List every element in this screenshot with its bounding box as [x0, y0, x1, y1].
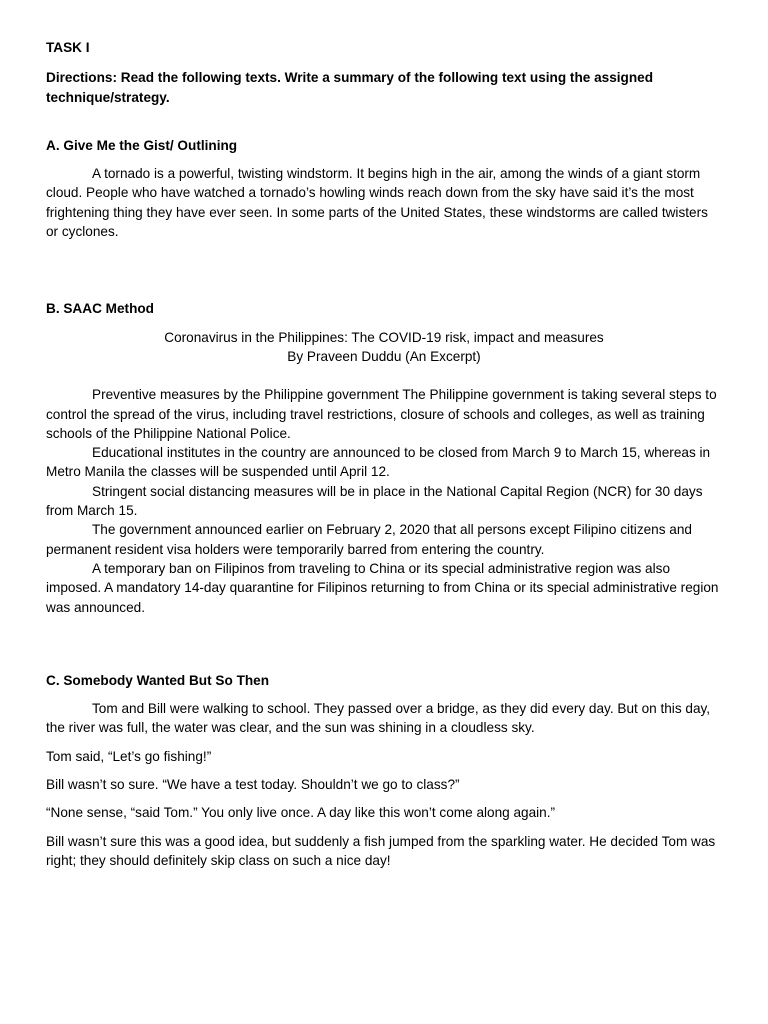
- article-byline: By Praveen Duddu (An Excerpt): [287, 348, 481, 364]
- article-paragraph: A temporary ban on Filipinos from traveling to China or its special administrative region was also imposed. A mandatory 14-day quarantine for Filipinos returning to from China or its special administrative region was announced.: [46, 560, 719, 615]
- article-body: [46, 385, 722, 617]
- section-b-heading: B. SAAC Method: [46, 301, 154, 317]
- article-header: [46, 328, 722, 367]
- article-paragraph: Preventive measures by the Philippine government The Philippine government is taking several steps to control the spread of the virus, including travel restrictions, closure of schools and colleges, as well as training schools of the Philippine National Police.: [46, 387, 717, 441]
- section-a-heading: A. Give Me the Gist/ Outlining: [46, 137, 238, 153]
- task-label: TASK I: [46, 40, 90, 55]
- story-paragraph: Bill wasn’t sure this was a good idea, but suddenly a fish jumped from the sparkling water. He decided Tom was right; they should definitely skip class on such a nice day!: [46, 833, 716, 868]
- story-paragraph: Bill wasn’t so sure. “We have a test today. Shouldn’t we go to class?”: [46, 777, 460, 793]
- article-paragraph: Educational institutes in the country are announced to be closed from March 9 to March 15, whereas in Metro Manila the classes will be suspended until April 12.: [46, 445, 711, 480]
- story-paragraph: Tom said, “Let’s go fishing!”: [46, 748, 212, 764]
- article-title: Coronavirus in the Philippines: The COVID-19 risk, impact and measures: [164, 329, 604, 345]
- section-a-paragraph: A tornado is a powerful, twisting windstorm. It begins high in the air, among the winds of a giant storm cloud. People who have watched a tornado’s howling winds reach down from the sky have said it’s the most frightening thing they have ever seen. In some parts of the United States, these windstorms are called twisters or cyclones.: [46, 166, 708, 240]
- task-directions: Directions: Read the following texts. Write a summary of the following text using the assigned technique/strategy.: [46, 70, 654, 105]
- article-paragraph: The government announced earlier on February 2, 2020 that all persons except Filipino citizens and permanent resident visa holders were temporarily barred from entering the country.: [46, 522, 692, 557]
- document-page: [46, 38, 722, 879]
- story-body: [46, 699, 722, 870]
- story-paragraph: “None sense, “said Tom.” You only live once. A day like this won’t come along again.”: [46, 805, 556, 821]
- section-c-heading: C. Somebody Wanted But So Then: [46, 672, 270, 688]
- article-paragraph: Stringent social distancing measures will be in place in the National Capital Region (NCR) for 30 days from March 15.: [46, 483, 703, 519]
- story-paragraph: Tom and Bill were walking to school. They passed over a bridge, as they did every day. But on this day, the river was full, the water was clear, and the sun was shining in a cloudless sky.: [46, 701, 711, 736]
